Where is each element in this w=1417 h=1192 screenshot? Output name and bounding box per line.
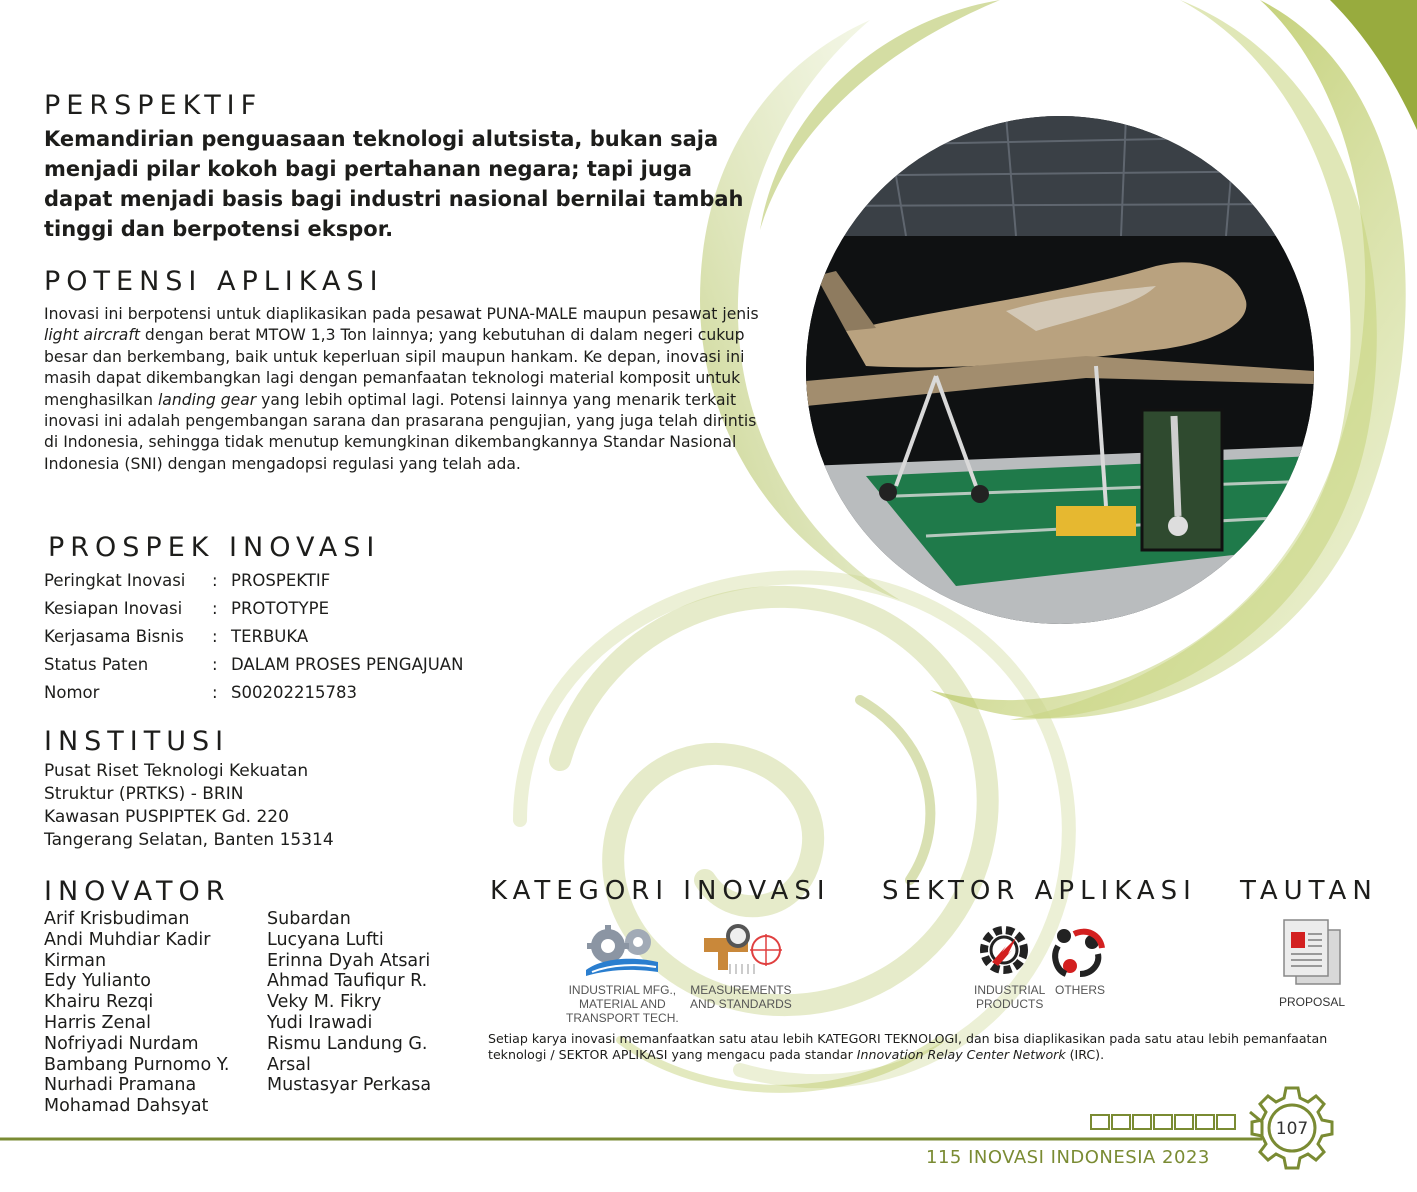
prospek-row <box>44 650 463 678</box>
prospek-colon: : <box>212 598 218 618</box>
prospek-value: S00202215783 <box>231 682 357 702</box>
inovator-name: Subardan <box>267 909 351 929</box>
sektor-label-line: PRODUCTS <box>976 997 1044 1011</box>
institusi-line: Struktur (PRTKS) - BRIN <box>44 784 244 804</box>
inovator-name: Mustasyar Perkasa <box>267 1075 432 1096</box>
potensi-text-part-3: yang lebih optimal lagi. Potensi lainnya yang menarik terkait inovasi ini adalah pengembangan sarana dan prasarana pengujian, yang juga telah dirintis di Indonesia, sehingga tidak menutup kemungkinan dikembangkannya Standar Nasional Indonesia (SNI) dengan mengadopsi regulasi yang telah ada. <box>44 390 757 473</box>
kategori-label-line: AND STANDARDS <box>690 997 792 1011</box>
others-people-icon <box>1050 922 1106 978</box>
tautan-title: TAUTAN <box>1240 876 1378 906</box>
inovator-name: Lucyana Lufti <box>267 929 384 950</box>
institusi-line: Kawasan PUSPIPTEK Gd. 220 <box>44 807 289 827</box>
caliper-icon <box>700 920 786 976</box>
prospek-row <box>44 678 463 706</box>
sektor-aplikasi-title: SEKTOR APLIKASI <box>882 876 1197 906</box>
potensi-text-italic-1: light aircraft <box>44 326 140 345</box>
inovator-name: Nofriyadi Nurdam <box>44 1033 199 1054</box>
prospek-row <box>44 566 463 594</box>
inovator-name: Harris Zenal <box>44 1012 151 1033</box>
prospek-label: Kerjasama Bisnis <box>44 626 184 646</box>
potensi-text-part-1: Inovasi ini berpotensi untuk diaplikasikan pada pesawat PUNA-MALE maupun pesawat jenis <box>44 305 759 323</box>
page-number: 107 <box>1275 1119 1309 1139</box>
prospek-colon: : <box>212 626 218 646</box>
kategori-label-2 <box>690 983 792 1011</box>
potensi-aplikasi-text <box>44 304 759 475</box>
sektor-label-line: INDUSTRIAL <box>974 983 1046 997</box>
sektor-label-1 <box>974 983 1045 1011</box>
perspektif-text: Kemandirian penguasaan teknologi alutsista, bukan saja menjadi pilar kokoh bagi pertahanan negara; tapi juga dapat menjadi basis bagi industri nasional bernilai tambah tinggi dan berpotensi ekspor. <box>44 127 744 241</box>
kategori-label-line: TRANSPORT TECH. <box>566 1011 679 1025</box>
prospek-label: Peringkat Inovasi <box>44 570 186 590</box>
prospek-inovasi-title: PROSPEK INOVASI <box>48 532 381 563</box>
kategori-label-line: MEASUREMENTS <box>690 983 792 997</box>
potensi-text-part-2: dengan berat MTOW 1,3 Ton lainnya; yang kebutuhan di dalam negeri cukup besar dan berkembang, baik untuk keperluan sipil maupun hankam. Ke depan, inovasi ini masih dapat dikembangkan lagi dengan pemanfaatan teknologi material komposit untuk menghasilkan <box>44 326 745 409</box>
prospek-value: TERBUKA <box>231 626 309 646</box>
prospek-row <box>44 594 463 622</box>
prospek-label: Nomor <box>44 682 100 702</box>
gears-train-icon <box>582 922 662 978</box>
institusi-line: Tangerang Selatan, Banten 15314 <box>44 830 334 850</box>
sektor-label-2: OTHERS <box>1055 983 1106 997</box>
inovator-name: Erinna Dyah Atsari <box>267 950 431 971</box>
inovator-name: Bambang Purnomo Y. <box>44 1054 230 1075</box>
inovator-name: Yudi Irawadi <box>267 1012 373 1033</box>
proposal-document-icon[interactable] <box>1282 918 1346 988</box>
note-part-2: (IRC). <box>1065 1047 1105 1062</box>
kategori-inovasi-title: KATEGORI INOVASI <box>490 876 831 906</box>
prospek-value: PROSPEKTIF <box>231 570 331 590</box>
tautan-label[interactable]: PROPOSAL <box>1279 995 1346 1009</box>
potensi-text-italic-2: landing gear <box>157 390 257 409</box>
prospek-colon: : <box>212 570 218 590</box>
institusi-address <box>44 760 334 852</box>
kategori-label-line: INDUSTRIAL MFG., <box>568 983 677 997</box>
publication-title: 115 INOVASI INDONESIA 2023 <box>926 1147 1210 1168</box>
inovator-name: Nurhadi Pramana <box>44 1075 197 1096</box>
perspektif-title: PERSPEKTIF <box>44 90 263 121</box>
institusi-title: INSTITUSI <box>44 726 230 757</box>
inovator-name: Ahmad Taufiqur R. <box>267 971 428 992</box>
inovator-name: Mohamad Dahsyat <box>44 1096 209 1117</box>
prospek-colon: : <box>212 682 218 702</box>
inovator-name: Edy Yulianto <box>44 971 151 992</box>
note-italic: Innovation Relay Center Network <box>856 1047 1066 1062</box>
inovator-name: Rismu Landung G. <box>267 1033 428 1054</box>
prospek-label: Status Paten <box>44 654 149 674</box>
drone-photo <box>806 116 1314 624</box>
inovator-name: Arif Krisbudiman <box>44 909 190 929</box>
inovator-name: Andi Muhdiar Kadir <box>44 929 211 950</box>
inovator-list-1 <box>44 909 229 1117</box>
inovator-name: Khairu Rezqi <box>44 992 154 1013</box>
inovator-name: Arsal <box>267 1054 311 1075</box>
inovator-name: Kirman <box>44 950 107 971</box>
prospek-label: Kesiapan Inovasi <box>44 598 183 618</box>
prospek-colon: : <box>212 654 218 674</box>
kategori-label-line: MATERIAL AND <box>579 997 666 1011</box>
prospek-value: PROTOTYPE <box>231 598 330 618</box>
prospek-value: DALAM PROSES PENGAJUAN <box>231 654 464 674</box>
potensi-aplikasi-title: POTENSI APLIKASI <box>44 266 384 297</box>
prospek-table <box>44 566 463 706</box>
kategori-note <box>488 1031 1388 1063</box>
inovator-title: INOVATOR <box>44 876 231 907</box>
inovator-name: Veky M. Fikry <box>267 992 382 1013</box>
inovator-list-2 <box>267 909 431 1096</box>
kategori-label-1 <box>566 983 679 1025</box>
industrial-gear-icon <box>976 922 1032 978</box>
prospek-row <box>44 622 463 650</box>
institusi-line: Pusat Riset Teknologi Kekuatan <box>44 761 309 781</box>
note-part-1: Setiap karya inovasi memanfaatkan satu atau lebih KATEGORI TEKNOLOGI, dan bisa diaplikasikan pada satu atau lebih pemanfaatan teknologi / SEKTOR APLIKASI yang mengacu pada standar <box>488 1031 1328 1062</box>
